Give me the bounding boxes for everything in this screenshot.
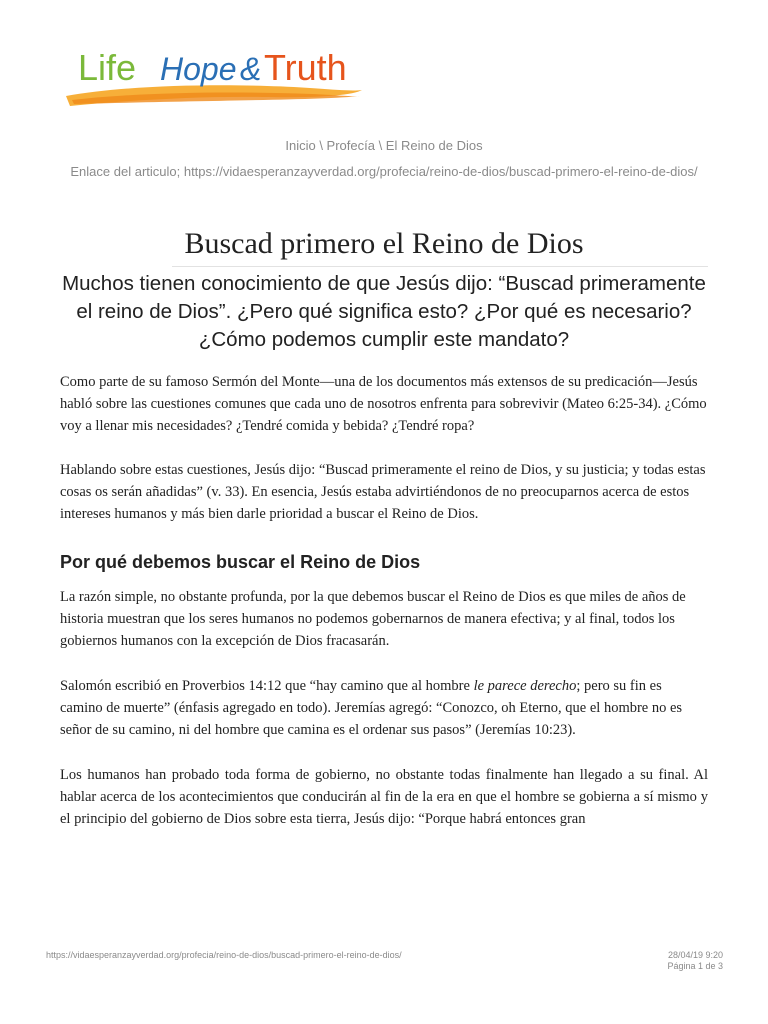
paragraph-1: Como parte de su famoso Sermón del Monte—una de los documentos más extensos de su predicación—Jesús habló sobre las cuestiones comunes que cada uno de nosotros enfrenta para sobrevivir (Mateo 6:25-34). ¿Cómo voy a llenar mis necesidades? ¿Tendré comida y bebida? ¿Tendré ropa? <box>60 374 707 434</box>
logo-graphic <box>62 40 372 120</box>
section-heading: Por qué debemos buscar el Reino de Dios <box>60 552 421 572</box>
paragraph-4 <box>60 675 708 741</box>
footer-page-number: Página 1 de 3 <box>667 961 723 971</box>
paragraph-4-emphasis: le parece derecho <box>473 678 577 694</box>
paragraph-4-part-a: Salomón escribió en Proverbios 14:12 que “hay camino que al hombre <box>60 678 474 694</box>
logo-life-text: Life <box>78 47 137 88</box>
title-divider <box>172 266 708 267</box>
breadcrumb[interactable]: Inicio \ Profecía \ El Reino de Dios <box>285 138 483 153</box>
logo-hope-text: Hope <box>160 51 237 87</box>
paragraph-4-part-b: ; pero su fin es camino de muerte” (énfasis agregado en todo). Jeremías agregó: “Conozco, oh Eterno, que el hombre no es señor de su camino, ni del hombre que camina es el ordenar sus pasos” (Jeremías 10:23). <box>60 678 683 738</box>
logo-truth-text: Truth <box>264 47 347 88</box>
site-logo[interactable] <box>62 40 372 120</box>
paragraph-3: La razón simple, no obstante profunda, por la que debemos buscar el Reino de Dios es que miles de años de historia muestran que los seres humanos no podemos gobernarnos de manera efectiva; y al final, todos los gobiernos humanos con la excepción de Dios fracasarán. <box>60 589 686 649</box>
paragraph-2: Hablando sobre estas cuestiones, Jesús dijo: “Buscad primeramente el reino de Dios, y su justicia; y todas estas cosas os serán añadidas” (v. 33). En esencia, Jesús estaba advirtiéndonos de no preocuparnos acerca de estos intereses humanos y más bien darle prioridad a buscar el Reino de Dios. <box>60 462 706 522</box>
footer-url[interactable]: https://vidaesperanzayverdad.org/profecia/reino-de-dios/buscad-primero-el-reino-de-dios/ <box>46 950 402 960</box>
logo-amp-text: & <box>240 51 262 87</box>
page-title: Buscad primero el Reino de Dios <box>184 227 584 260</box>
footer-meta <box>667 950 723 972</box>
footer-datetime: 28/04/19 9:20 <box>667 950 723 960</box>
article-link[interactable]: Enlace del articulo; https://vidaesperanzayverdad.org/profecia/reino-de-dios/buscad-primero-el-reino-de-dios/ <box>70 164 698 179</box>
page-subtitle: Muchos tienen conocimiento de que Jesús dijo: “Buscad primeramente el reino de Dios”. ¿Pero qué significa esto? ¿Por qué es necesario? ¿Cómo podemos cumplir este mandato? <box>62 272 706 351</box>
paragraph-5: Los humanos han probado toda forma de gobierno, no obstante todas finalmente han llegado a su final. Al hablar acerca de los acontecimientos que conducirán al fin de la era en que el hombre se gobierna a sí mismo y el principio del gobierno de Dios sobre esta tierra, Jesús dijo: “Porque habrá entonces gran <box>60 767 708 827</box>
